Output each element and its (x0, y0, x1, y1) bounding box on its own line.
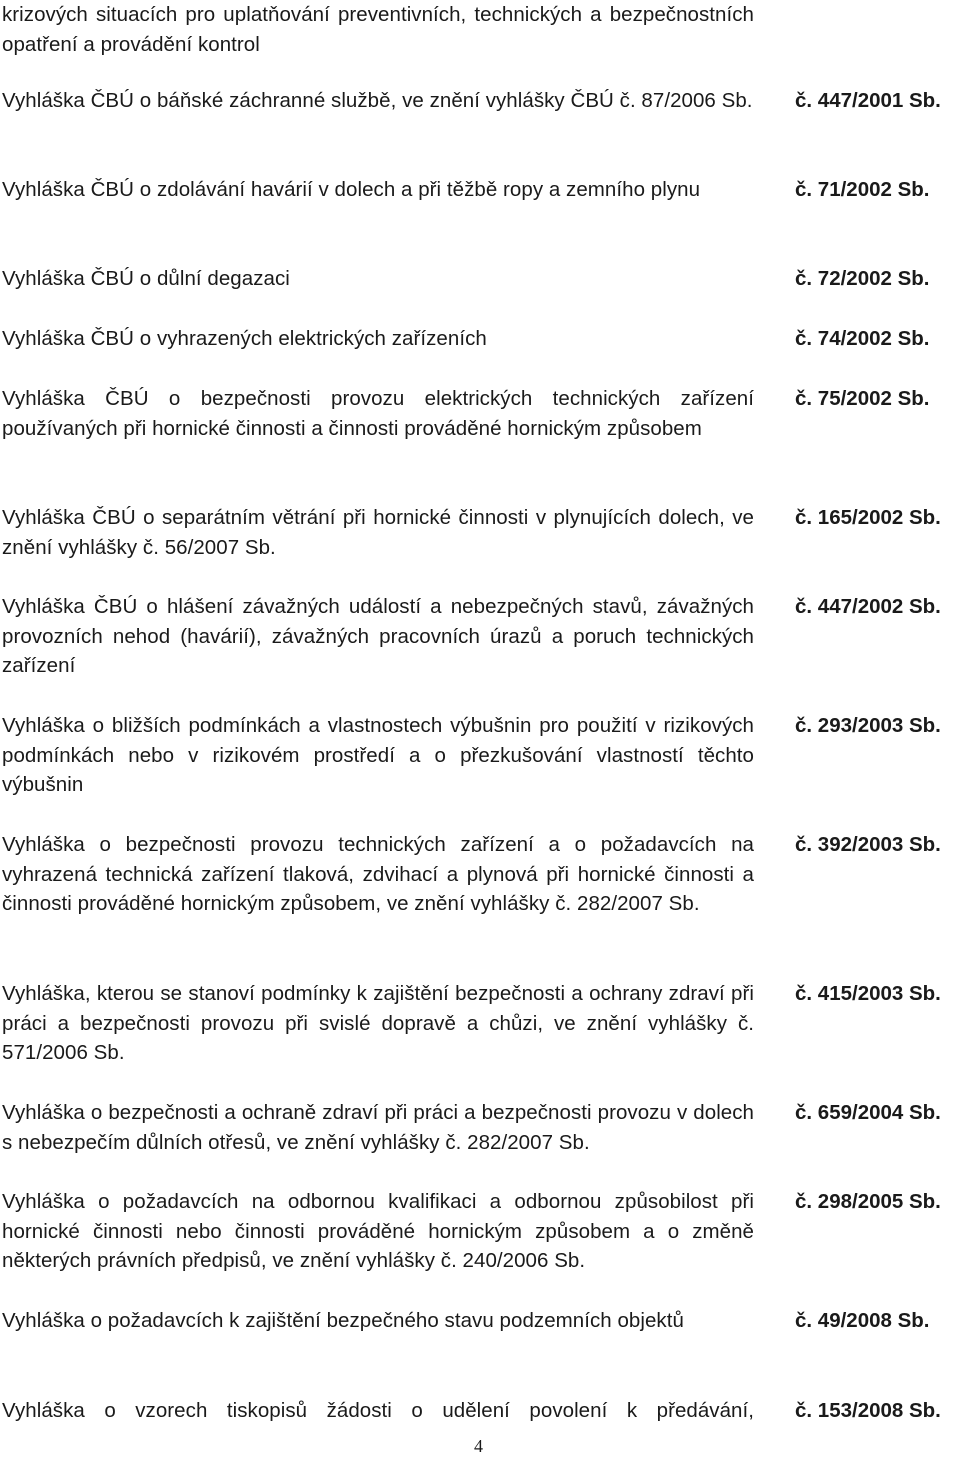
regulation-description: Vyhláška ČBÚ o bezpečnosti provozu elektrických technických zařízení používaných při hornické činnosti a činnosti prováděné hornickým způsobem (2, 387, 754, 440)
regulation-description: Vyhláška ČBÚ o důlní degazaci (2, 267, 290, 290)
regulation-reference: č. 415/2003 Sb. (795, 982, 941, 1005)
regulation-reference: č. 72/2002 Sb. (795, 267, 930, 290)
regulation-reference: č. 293/2003 Sb. (795, 714, 941, 737)
regulation-description: Vyhláška ČBÚ o hlášení závažných událostí a nebezpečných stavů, závažných provozních nehod (havárií), závažných pracovních úrazů a poruch technických zařízení (2, 595, 754, 677)
regulation-description: Vyhláška ČBÚ o separátním větrání při hornické činnosti v plynujících dolech, ve znění vyhlášky č. 56/2007 Sb. (2, 506, 754, 559)
regulation-description: Vyhláška ČBÚ o vyhrazených elektrických zařízeních (2, 327, 487, 350)
regulation-description: Vyhláška o bezpečnosti a ochraně zdraví při práci a bezpečnosti provozu v dolech s nebezpečím důlních otřesů, ve znění vyhlášky č. 282/2007 Sb. (2, 1101, 754, 1154)
regulation-reference: č. 447/2002 Sb. (795, 595, 941, 618)
regulation-reference: č. 153/2008 Sb. (795, 1399, 941, 1422)
regulation-reference: č. 49/2008 Sb. (795, 1309, 930, 1332)
regulation-description: Vyhláška o bezpečnosti provozu technických zařízení a o požadavcích na vyhrazená technická zařízení tlaková, zdvihací a plynová při hornické činnosti a činnosti prováděné hornickým způsobem, ve znění vyhlášky č. 282/2007 Sb. (2, 833, 754, 915)
regulation-reference: č. 71/2002 Sb. (795, 178, 930, 201)
regulation-reference: č. 659/2004 Sb. (795, 1101, 941, 1124)
regulation-reference: č. 392/2003 Sb. (795, 833, 941, 856)
page-number: 4 (474, 1436, 483, 1456)
regulation-description: Vyhláška ČBÚ o báňské záchranné službě, ve znění vyhlášky ČBÚ č. 87/2006 Sb. (2, 89, 753, 112)
regulation-description: Vyhláška o požadavcích na odbornou kvalifikaci a odbornou způsobilost při hornické činnosti nebo činnosti prováděné hornickým způsobem a o změně některých právních předpisů, ve znění vyhlášky č. 240/2006 Sb. (2, 1190, 754, 1272)
regulation-reference: č. 298/2005 Sb. (795, 1190, 941, 1213)
regulation-reference: č. 447/2001 Sb. (795, 89, 941, 112)
regulation-description: Vyhláška o vzorech tiskopisů žádosti o udělení povolení k předávání, (2, 1399, 754, 1422)
regulation-description: Vyhláška o požadavcích k zajištění bezpečného stavu podzemních objektů (2, 1309, 684, 1332)
regulation-description: Vyhláška o bližších podmínkách a vlastnostech výbušnin pro použití v rizikových podmínkách nebo v rizikovém prostředí a o přezkušování vlastností těchto výbušnin (2, 714, 754, 796)
regulation-reference: č. 165/2002 Sb. (795, 506, 941, 529)
regulation-description: Vyhláška ČBÚ o zdolávání havárií v dolech a při těžbě ropy a zemního plynu (2, 178, 701, 201)
intro-text: krizových situacích pro uplatňování preventivních, technických a bezpečnostních opatření a provádění kontrol (2, 3, 754, 56)
regulation-reference: č. 75/2002 Sb. (795, 387, 930, 410)
regulation-reference: č. 74/2002 Sb. (795, 327, 930, 350)
regulation-description: Vyhláška, kterou se stanoví podmínky k zajištění bezpečnosti a ochrany zdraví při práci a bezpečnosti provozu při svislé dopravě a chůzi, ve znění vyhlášky č. 571/2006 Sb. (2, 982, 754, 1064)
